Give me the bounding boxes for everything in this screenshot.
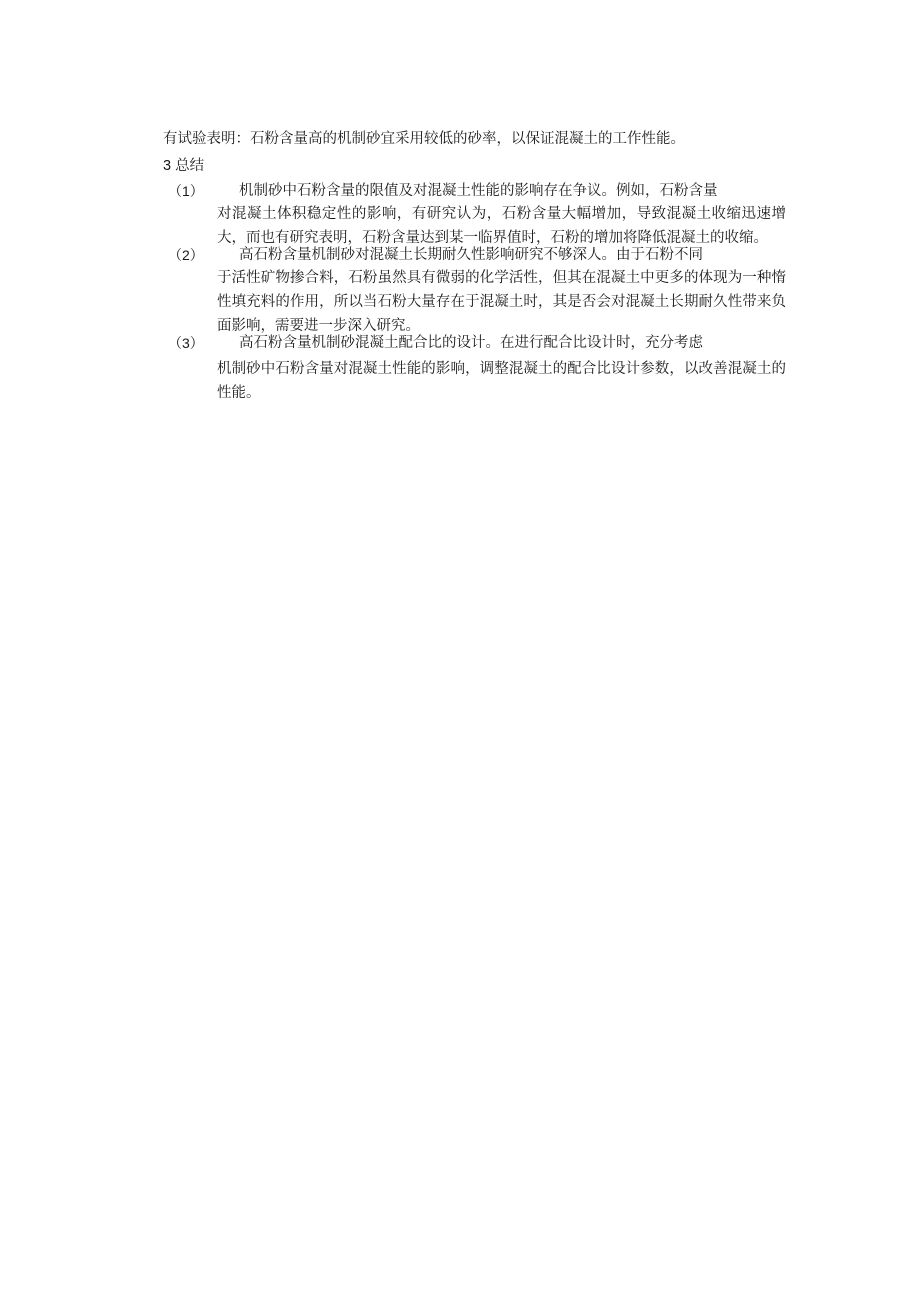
item-3-continuation: 机制砂中石粉含量对混凝土性能的影响，调整混凝土的配合比设计参数，以改善混凝土的性能。 — [217, 361, 786, 401]
item-1-first-line: 机制砂中石粉含量的限值及对混凝土性能的影响存在争议。例如，石粉含量 — [239, 183, 718, 199]
item-2-first-line: 高石粉含量机制砂对混凝土长期耐久性影响研究不够深人。由于石粉不同 — [239, 247, 703, 263]
intro-paragraph: 有试验表明：石粉含量高的机制砂宜采用较低的砂率，以保证混凝土的工作性能。 — [163, 131, 685, 147]
item-1-continuation: 对混凝土体积稳定性的影响，有研究认为，石粉含量大幅增加，导致混凝土收缩迅速增大，而也有研究表明，石粉含量达到某一临界值时，石粉的增加将降低混凝土的收缩。 — [217, 206, 786, 246]
item-number-1: （1） — [168, 183, 204, 199]
section-title: 3 总结 — [163, 158, 205, 174]
item-number-2: （2） — [168, 247, 204, 263]
item-2-continuation: 于活性矿物掺合料，石粉虽然具有微弱的化学活性，但其在混凝土中更多的体现为一种惰性填充料的作用，所以当石粉大量存在于混凝土时，其是否会对混凝土长期耐久性带来负面影响，需要进一步深入研究。 — [217, 270, 786, 334]
item-3-first-line: 高石粉含量机制砂混凝土配合比的设计。在进行配合比设计时，充分考虑 — [239, 335, 703, 351]
item-number-3: （3） — [168, 335, 204, 351]
